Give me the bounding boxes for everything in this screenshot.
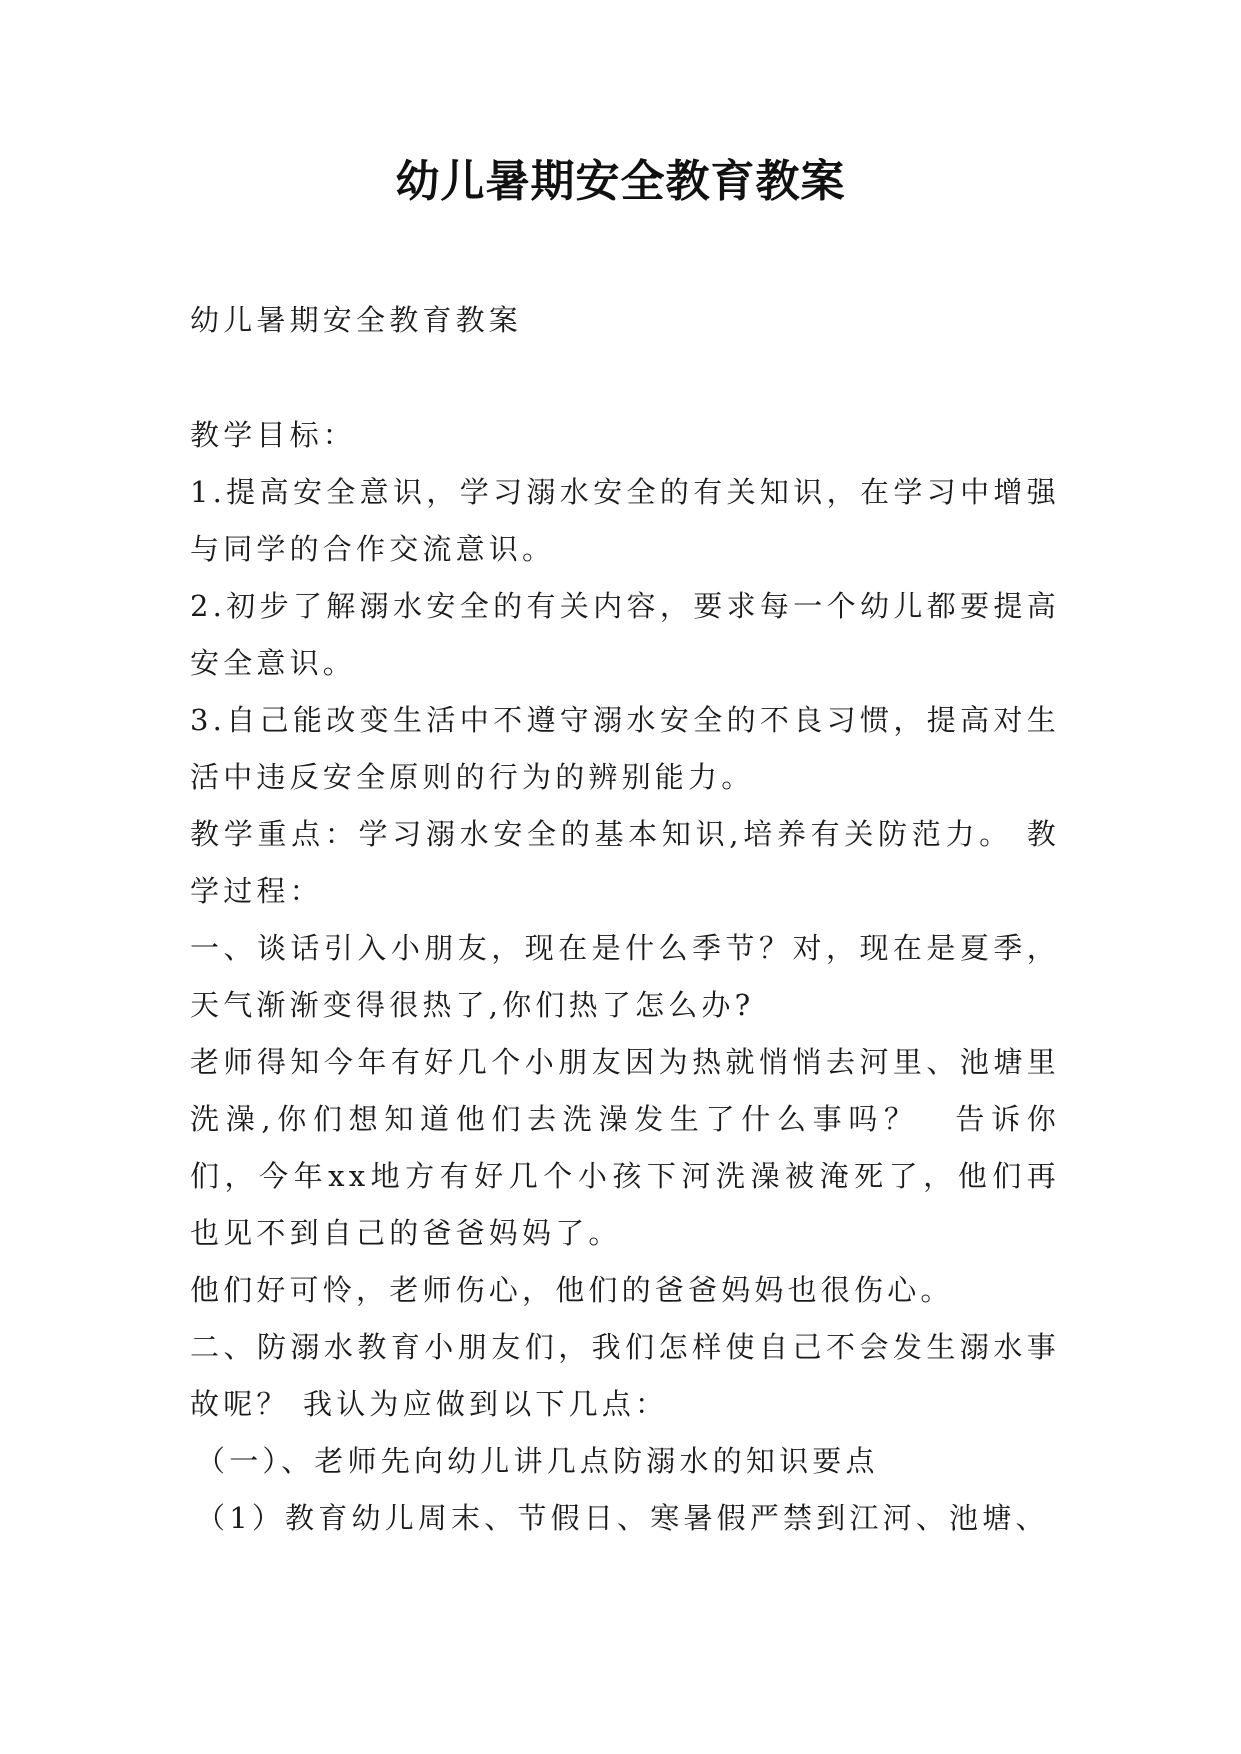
- rule-item-1: （1）教育幼儿周末、节假日、寒暑假严禁到江河、池塘、: [196, 1501, 1049, 1535]
- process-step-2-paragraph: 二、防溺水教育小朋友们，我们怎样使自己不会发生溺水事故呢？ 我认为应做到以下几点：: [190, 1330, 1060, 1421]
- document-subtitle: 幼儿暑期安全教育教案: [190, 303, 523, 337]
- objective-item-1: 1.提高安全意识，学习溺水安全的有关知识，在学习中增强与同学的合作交流意识。: [190, 475, 1060, 566]
- document-body: [190, 292, 1060, 1547]
- story-paragraph: 老师得知今年有好几个小朋友因为热就悄悄去河里、池塘里洗澡,你们想知道他们去洗澡发生了什么事吗？ 告诉你们，今年xx地方有好几个小孩下河洗澡被淹死了，他们再也见不到自己的爸爸妈妈了。: [190, 1045, 1060, 1250]
- subsection-heading-1: （一）、老师先向幼儿讲几点防溺水的知识要点: [196, 1444, 879, 1478]
- section-heading-objectives: 教学目标：: [190, 418, 357, 452]
- key-points-paragraph: 教学重点：学习溺水安全的基本知识,培养有关防范力。 教学过程：: [190, 817, 1060, 908]
- process-step-1-paragraph: 一、谈话引入小朋友，现在是什么季节？对，现在是夏季，天气渐渐变得很热了,你们热了怎么办?: [190, 931, 1060, 1022]
- objective-item-3: 3.自己能改变生活中不遵守溺水安全的不良习惯，提高对生活中违反安全原则的行为的辨别能力。: [190, 703, 1060, 794]
- sympathy-paragraph: 他们好可怜，老师伤心，他们的爸爸妈妈也很伤心。: [190, 1273, 954, 1307]
- objective-item-2: 2.初步了解溺水安全的有关内容，要求每一个幼儿都要提高安全意识。: [190, 589, 1060, 680]
- document-title: 幼儿暑期安全教育教案: [395, 156, 846, 207]
